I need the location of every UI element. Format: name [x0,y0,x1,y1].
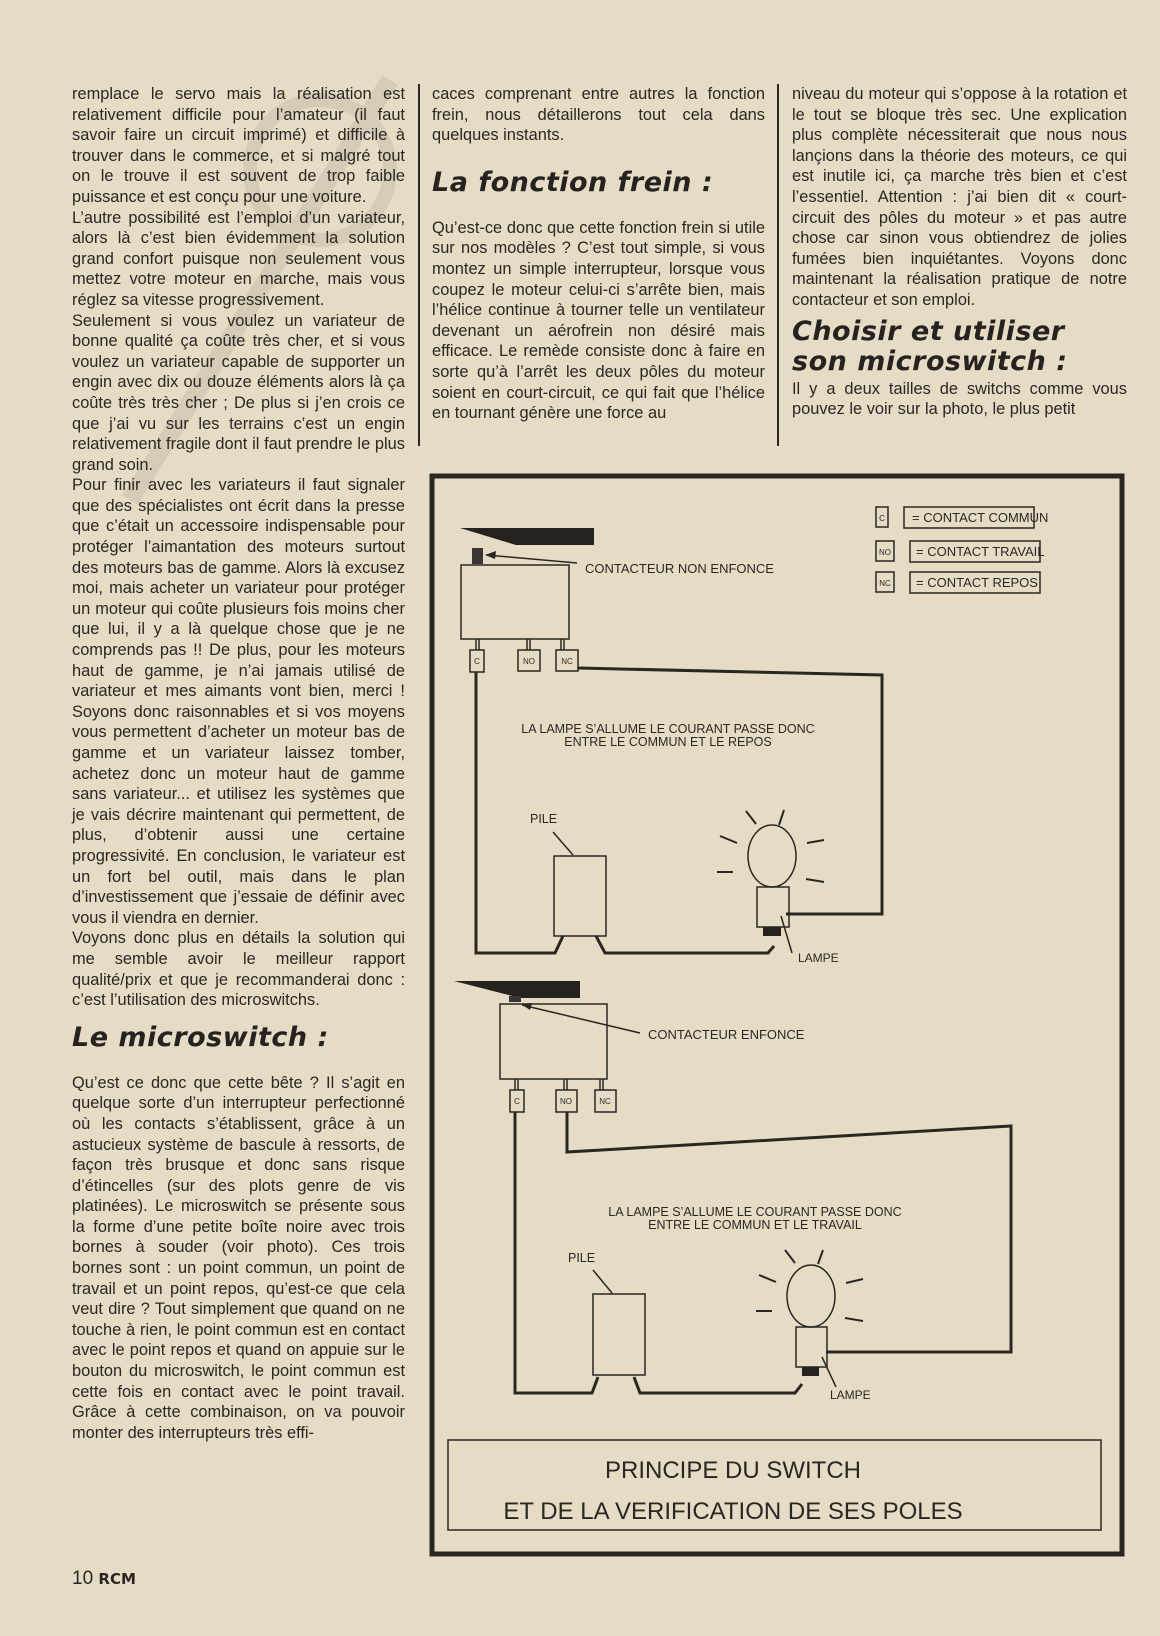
wire [596,936,774,953]
lamp-contact [763,927,781,936]
caption-line2: ENTRE LE COMMUN ET LE REPOS [564,735,772,749]
terminal-label: NO [560,1097,572,1106]
bottom-circuit [454,981,1011,1402]
lamp-bulb-icon [787,1265,835,1327]
lamp-base [796,1327,827,1367]
paragraph: caces comprenant entre autres la fonction frein, nous détaillerons tout cela dans quelques instants. [432,85,765,145]
paragraph: L’autre possibilité est l’emploi d’un variateur, alors là c’est bien évidemment la solution grand confort puisque non seulement vous mettez votre moteur en marche, mais vous réglez sa vitesse progressivement. [72,208,405,309]
terminal-label: C [474,657,480,666]
lamp-bulb-icon [748,825,796,887]
legend-code: NC [879,579,891,588]
terminal-label: NO [523,657,535,666]
legend-code: C [879,514,885,523]
switch-label: CONTACTEUR NON ENFONCE [585,561,774,576]
terminal-label: C [514,1097,520,1106]
section-heading-choisir-line1: Choisir et utiliser [792,315,1065,347]
page-number: 10 [72,1568,94,1589]
light-rays-icon [756,1250,863,1321]
battery-icon [554,856,606,936]
arrow-icon [485,551,496,559]
paragraph: Seulement si vous voulez un variateur de bonne qualité ça coûte très cher, et si vous voulez un variateur capable de supporter un engin avec dix ou douze éléments alors là ça coûte très très cher ; De plus si j’en crois ce que j’ai vu sur les terrains c’est un engin relativement fragile dont il faut prendre le plus grand soin. [72,311,405,474]
terminal-label: NC [561,657,573,666]
legend-code: NO [879,548,891,557]
paragraph: remplace le servo mais la réalisation est relativement difficile pour l’amateur (il faut savoir faire un circuit imprimé) et difficile à trouver dans le commerce, et si malgré tout on le trouve il est souvent de trop faible puissance et est conçu pour une voiture. [72,85,405,206]
terminal-label: NC [599,1097,611,1106]
battery-icon [593,1294,645,1375]
paragraph: Voyons donc plus en détails la solution qui me semble avoir le meilleur rapport qualité/prix et que je recommanderai donc : c’est l’utilisation des microswitchs. [72,929,405,1010]
paragraph: Il y a deux tailles de switchs comme vous pouvez le voir sur la photo, le plus petit [792,379,1127,419]
section-heading-choisir-line2: son microswitch : [792,345,1068,377]
lamp-contact [802,1367,819,1376]
legend-label: = CONTACT COMMUN [912,510,1049,525]
top-circuit [460,528,882,965]
battery-label: PILE [530,812,558,826]
switch-button [472,548,483,564]
legend-label: = CONTACT REPOS [916,575,1038,590]
caption-line1: LA LAMPE S’ALLUME LE COURANT PASSE DONC [521,722,815,736]
battery-label: PILE [568,1251,596,1265]
legend [876,507,1048,593]
lever-icon [460,528,594,545]
legend-label: = CONTACT TRAVAIL [916,544,1045,559]
wire [578,668,882,914]
caption-line1: LA LAMPE S’ALLUME LE COURANT PASSE DONC [608,1205,902,1219]
paragraph: niveau du moteur qui s’oppose à la rotation et le tout se bloque très sec. Une explication plus complète nécessiterait que nous nous lançions dans la théorie des moteurs, ce qui est inutile ici, ça marche très bien et c’est l’essentiel. Attention : j’ai bien dit « court-circuit des pôles du moteur » et pas autre chose car sinon vous obtiendrez de jolies fumées bien inquiétantes. Voyons donc maintenant la réalisation pratique de notre contacteur et son emploi. [792,85,1127,309]
diagram-title-line1: PRINCIPE DU SWITCH [604,1457,862,1484]
wire [567,1112,1011,1352]
switch-label: CONTACTEUR ENFONCE [648,1027,805,1042]
paragraph: Pour finir avec les variateurs il faut signaler que des spécialistes ont écrit dans la presse que c’était un accessoire indispensable pour protéger l’aimantation des moteurs surtout des moteurs bas de gamme. Alors là excusez moi, mais acheter un variateur pour protéger un moteur qui coûte plusieurs fois moins cher que lui, il y a là quelque chose que je ne comprends pas !! De plus, pour les moteurs haut de gamme, je n’ai jamais utilisé de variateur et mes aimants vont bien, merci ! Soyons donc raisonnables et si vos moyens vous permettent d’acheter un moteur bas de gamme et un variateur laissez tomber, achetez donc un moteur haut de gamme sans variateur... et utilisez les systèmes que je vais décrire maintenant qui permettent, de plus, d’obtenir aussi une certaine progressivité. En conclusion, le variateur est un fort bel outil, mais dans le plan d’investissement que j’essaie de définir avec vous il viendra en dernier. [72,476,405,927]
section-heading-microswitch: Le microswitch : [72,1021,329,1053]
magazine-name: RCM [98,1570,136,1588]
section-heading-fonction-frein: La fonction frein : [432,166,714,198]
wire [634,1377,802,1393]
caption-line2: ENTRE LE COMMUN ET LE TRAVAIL [648,1218,862,1232]
page-footer [72,1568,136,1590]
switch-button [509,996,521,1002]
paragraph: Qu’est ce donc que cette bête ? Il s’agit en quelque sorte d’un interrupteur perfectionné où les contacts s’établissent, grâce à un astucieux système de bascule à ressorts, de façon très brusque et donc sans risque d’étincelles (sur des plots genre de vis platinées). Le microswitch se présente sous la forme d’une petite boîte noire avec trois bornes à souder (voir photo). Ces trois bornes sont : un point commun, un point de travail et un point repos, qu’est-ce que cela veut dire ? Tout simplement que quand on ne touche à rien, le point commun est en contact avec le point repos et quand on appuie sur le bouton du microswitch, le point commun est cette fois en contact avec le point travail. Grâce à cette combinaison, on va pouvoir monter des interrupteurs très effi- [72,1073,405,1442]
switch-body [461,565,569,639]
lamp-label: LAMPE [798,951,839,965]
diagram-title-line2: ET DE LA VERIFICATION DE SES POLES [503,1498,963,1525]
light-rays-icon [717,810,824,882]
lamp-label: LAMPE [830,1388,871,1402]
lamp-base [757,887,789,927]
paragraph: Qu’est-ce donc que cette fonction frein si utile sur nos modèles ? C’est tout simple, si vous montez un simple interrupteur, lorsque vous coupez le moteur celui-ci s’arrête bien, mais l’hélice continue à tourner telle un ventilateur devenant un aérofrein non désiré mais efficace. Le remède consiste donc à faire en sorte qu’à l’arrêt les deux pôles du moteur soient en court-circuit, ce qui fait que l’hélice en tournant génère une force au [432,218,765,423]
lever-icon [454,981,580,998]
switch-body [500,1004,607,1079]
